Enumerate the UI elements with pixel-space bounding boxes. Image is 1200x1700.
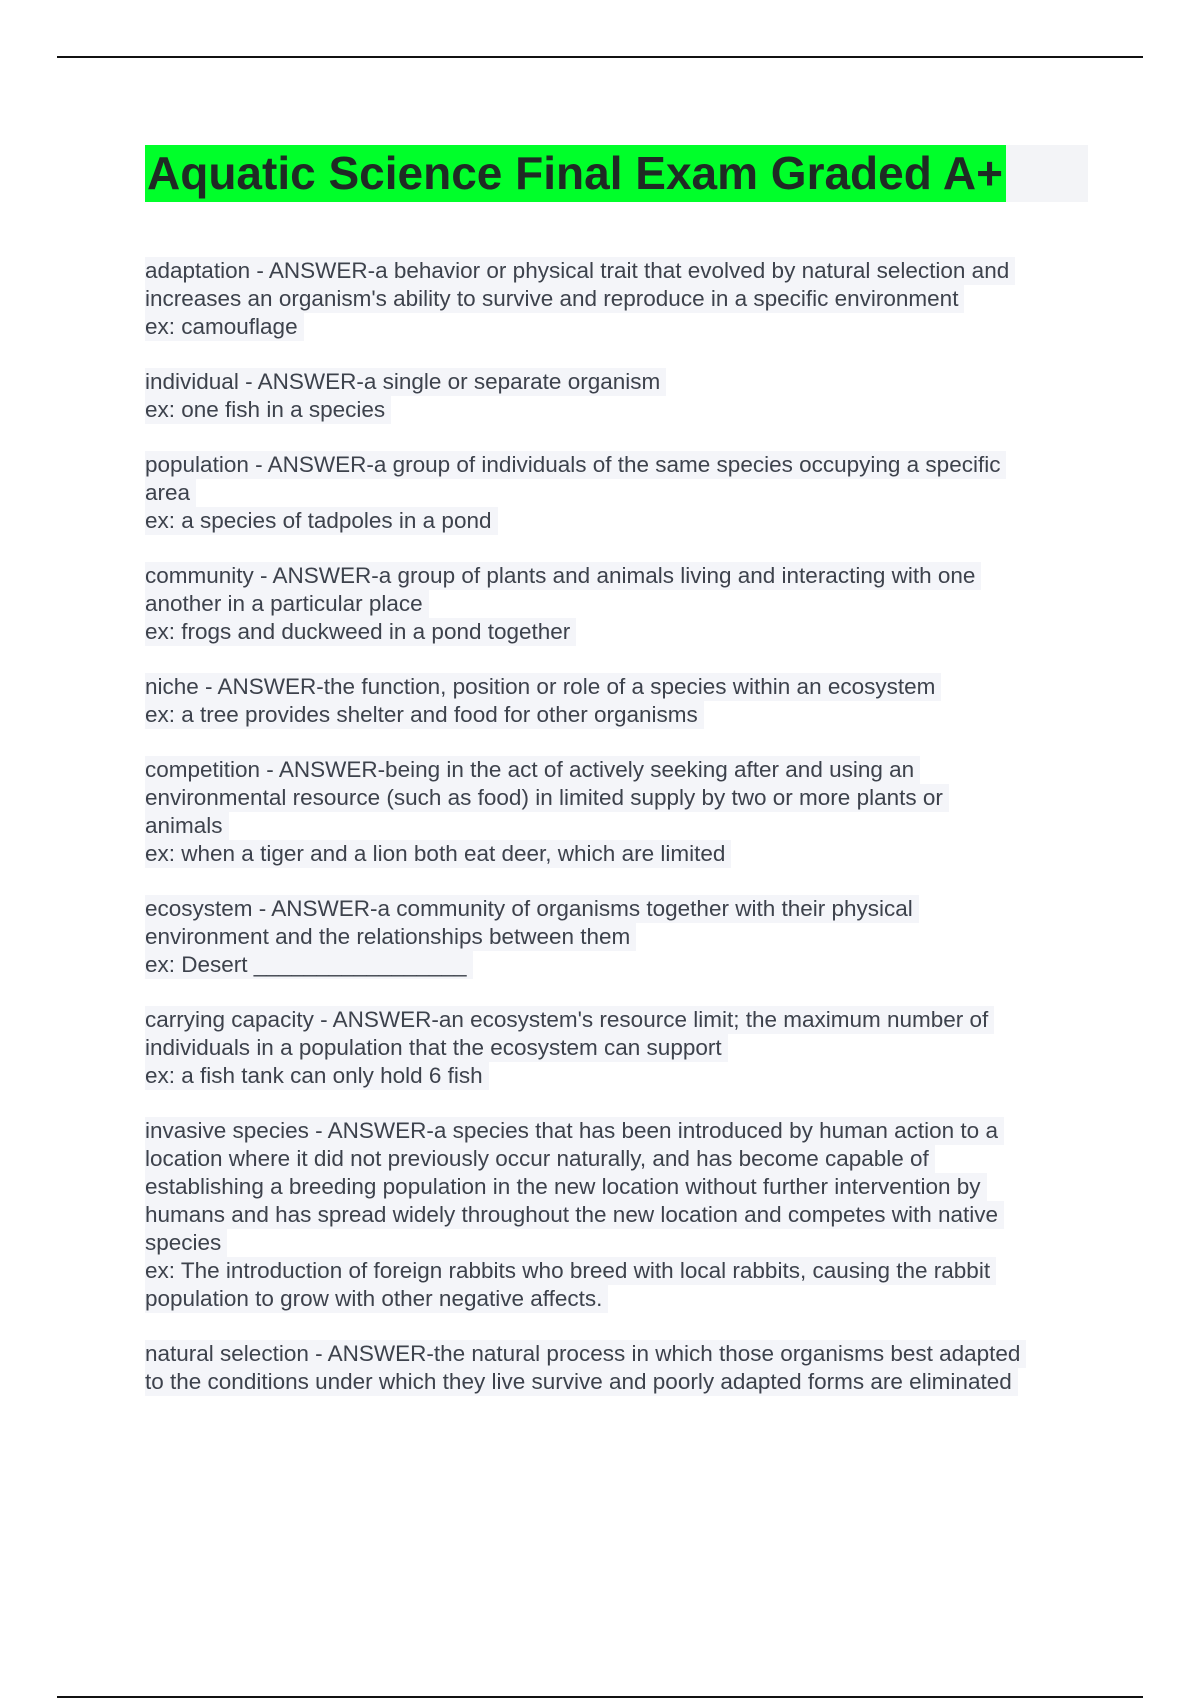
- entry-line: animals: [145, 812, 229, 840]
- entry-line: increases an organism's ability to survive and reproduce in a specific environment: [145, 285, 964, 313]
- entry-line: carrying capacity - ANSWER-an ecosystem's resource limit; the maximum number of: [145, 1006, 994, 1034]
- entry-natural-selection: [145, 1340, 1095, 1396]
- entry-line: ex: The introduction of foreign rabbits who breed with local rabbits, causing the rabbit: [145, 1257, 996, 1285]
- title-bar: [145, 145, 1088, 202]
- entry-line: individuals in a population that the ecosystem can support: [145, 1034, 728, 1062]
- entry-line: area: [145, 479, 196, 507]
- entry-carrying-capacity: [145, 1006, 1095, 1090]
- entry-line: location where it did not previously occur naturally, and has become capable of: [145, 1145, 935, 1173]
- entry-line: species: [145, 1229, 227, 1257]
- entry-line: ex: frogs and duckweed in a pond together: [145, 618, 576, 646]
- document-title: Aquatic Science Final Exam Graded A+: [145, 145, 1006, 202]
- entry-line: environment and the relationships between them: [145, 923, 636, 951]
- entry-line: ex: when a tiger and a lion both eat deer, which are limited: [145, 840, 731, 868]
- entry-line: ex: camouflage: [145, 313, 304, 341]
- entry-invasive-species: [145, 1117, 1095, 1313]
- entry-niche: [145, 673, 1095, 729]
- entry-line: establishing a breeding population in the new location without further intervention by: [145, 1173, 987, 1201]
- entry-line: ex: a tree provides shelter and food for other organisms: [145, 701, 704, 729]
- entry-line: to the conditions under which they live survive and poorly adapted forms are eliminated: [145, 1368, 1018, 1396]
- entry-community: [145, 562, 1095, 646]
- entry-line: niche - ANSWER-the function, position or role of a species within an ecosystem: [145, 673, 941, 701]
- entry-adaptation: [145, 257, 1095, 341]
- entry-line: another in a particular place: [145, 590, 429, 618]
- top-rule: [57, 56, 1143, 58]
- entry-line: individual - ANSWER-a single or separate organism: [145, 368, 666, 396]
- entry-line: adaptation - ANSWER-a behavior or physical trait that evolved by natural selection and: [145, 257, 1015, 285]
- entry-line: ex: Desert _________________: [145, 951, 473, 979]
- glossary-entries: [145, 257, 1095, 1423]
- entry-line: ex: one fish in a species: [145, 396, 391, 424]
- entry-line: competition - ANSWER-being in the act of actively seeking after and using an: [145, 756, 920, 784]
- entry-population: [145, 451, 1095, 535]
- entry-line: ecosystem - ANSWER-a community of organisms together with their physical: [145, 895, 919, 923]
- entry-line: community - ANSWER-a group of plants and animals living and interacting with one: [145, 562, 981, 590]
- entry-individual: [145, 368, 1095, 424]
- entry-line: humans and has spread widely throughout the new location and competes with native: [145, 1201, 1004, 1229]
- entry-line: population - ANSWER-a group of individuals of the same species occupying a specific: [145, 451, 1006, 479]
- entry-line: population to grow with other negative affects.: [145, 1285, 608, 1313]
- entry-ecosystem: [145, 895, 1095, 979]
- entry-line: natural selection - ANSWER-the natural process in which those organisms best adapted: [145, 1340, 1026, 1368]
- entry-line: ex: a species of tadpoles in a pond: [145, 507, 498, 535]
- entry-competition: [145, 756, 1095, 868]
- entry-line: environmental resource (such as food) in limited supply by two or more plants or: [145, 784, 949, 812]
- entry-line: ex: a fish tank can only hold 6 fish: [145, 1062, 489, 1090]
- entry-line: invasive species - ANSWER-a species that has been introduced by human action to a: [145, 1117, 1004, 1145]
- bottom-rule: [57, 1696, 1143, 1698]
